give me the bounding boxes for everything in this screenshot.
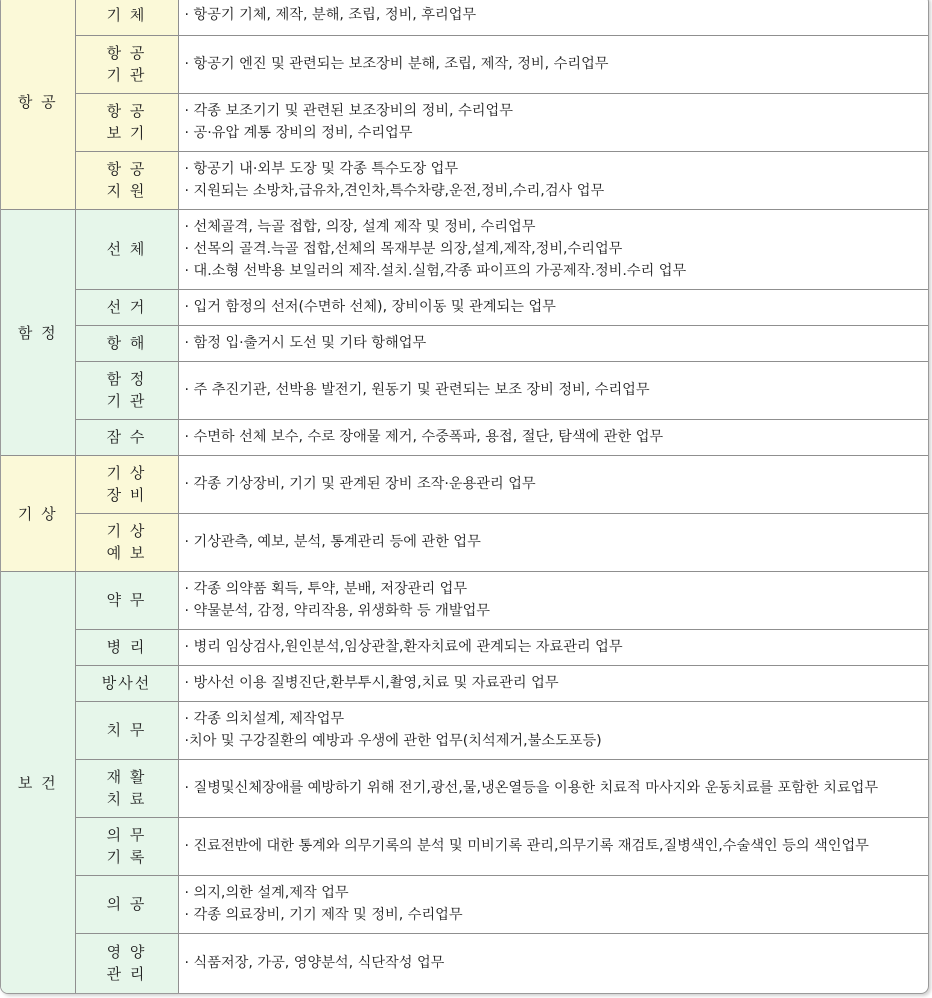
description-cell: · 각종 의치설계, 제작업무 ·치아 및 구강질환의 예방과 우생에 관한 업무(치석제거,불소도포등): [178, 701, 928, 759]
description-cell: · 기상관측, 예보, 분석, 통계관리 등에 관한 업무: [178, 513, 928, 571]
group-cell-naval: 함 정: [1, 209, 75, 455]
sub-category-cell: 의 공: [75, 875, 178, 933]
sub-category-cell: 의 무 기 록: [75, 817, 178, 875]
description-cell: · 함정 입·출거시 도선 및 기타 항해업무: [178, 325, 928, 361]
group-cell-aviation: 항 공: [1, 0, 75, 209]
table-row: [1, 0, 928, 35]
sub-category-cell: 항 해: [75, 325, 178, 361]
sub-category-cell: 방사선: [75, 665, 178, 701]
description-cell: · 수면하 선체 보수, 수로 장애물 제거, 수중폭파, 용접, 절단, 탐색에 관한 업무: [178, 419, 928, 455]
table-row: [1, 933, 928, 993]
sub-category-cell: 기 체: [75, 0, 178, 35]
sub-category-cell: 치 무: [75, 701, 178, 759]
table-row: [1, 455, 928, 513]
table-row: [1, 289, 928, 325]
sub-category-cell: 선 거: [75, 289, 178, 325]
sub-category-cell: 잠 수: [75, 419, 178, 455]
table-row: [1, 209, 928, 289]
table-row: [1, 701, 928, 759]
table-row: [1, 151, 928, 209]
sub-category-cell: 항 공 기 관: [75, 35, 178, 93]
table-row: [1, 759, 928, 817]
table-row: [1, 419, 928, 455]
description-cell: · 항공기 엔진 및 관련되는 보조장비 분해, 조립, 제작, 정비, 수리업무: [178, 35, 928, 93]
table-row: [1, 665, 928, 701]
description-cell: · 병리 임상검사,원인분석,임상관찰,환자치료에 관계되는 자료관리 업무: [178, 629, 928, 665]
table-row: [1, 513, 928, 571]
sub-category-cell: 병 리: [75, 629, 178, 665]
duty-table: [1, 0, 928, 994]
table-row: [1, 325, 928, 361]
group-cell-weather: 기 상: [1, 455, 75, 571]
description-cell: · 각종 의약품 획득, 투약, 분배, 저장관리 업무 · 약물분석, 감정, 약리작용, 위생화학 등 개발업무: [178, 571, 928, 629]
description-cell: · 선체골격, 늑골 접합, 의장, 설계 제작 및 정비, 수리업무 · 선목의 골격.늑골 접합,선체의 목재부분 의장,설계,제작,정비,수리업무 · 대.소형 선박용 보일러의 제작.설치.실험,각종 파이프의 가공제작.정비.수리 업무: [178, 209, 928, 289]
description-cell: · 방사선 이용 질병진단,환부투시,촬영,치료 및 자료관리 업무: [178, 665, 928, 701]
description-cell: · 의지,의한 설계,제작 업무 · 각종 의료장비, 기기 제작 및 정비, 수리업무: [178, 875, 928, 933]
description-cell: · 질병및신체장애를 예방하기 위해 전기,광선,물,냉온열등을 이용한 치료적 마사지와 운동치료를 포함한 치료업무: [178, 759, 928, 817]
description-cell: · 항공기 내·외부 도장 및 각종 특수도장 업무 · 지원되는 소방차,급유차,견인차,특수차량,운전,정비,수리,검사 업무: [178, 151, 928, 209]
sub-category-cell: 함 정 기 관: [75, 361, 178, 419]
sub-category-cell: 항 공 보 기: [75, 93, 178, 151]
table-row: [1, 361, 928, 419]
sub-category-cell: 기 상 예 보: [75, 513, 178, 571]
table-row: [1, 817, 928, 875]
sub-category-cell: 약 무: [75, 571, 178, 629]
group-cell-health: 보 건: [1, 571, 75, 993]
table-row: [1, 629, 928, 665]
sub-category-cell: 재 활 치 료: [75, 759, 178, 817]
description-cell: · 주 추진기관, 선박용 발전기, 원동기 및 관련되는 보조 장비 정비, 수리업무: [178, 361, 928, 419]
description-cell: · 식품저장, 가공, 영양분석, 식단작성 업무: [178, 933, 928, 993]
sub-category-cell: 항 공 지 원: [75, 151, 178, 209]
table-row: [1, 35, 928, 93]
description-cell: · 진료전반에 대한 통계와 의무기록의 분석 및 미비기록 관리,의무기록 재검토,질병색인,수술색인 등의 색인업무: [178, 817, 928, 875]
sub-category-cell: 영 양 관 리: [75, 933, 178, 993]
sub-category-cell: 기 상 장 비: [75, 455, 178, 513]
table-row: [1, 571, 928, 629]
table-row: [1, 875, 928, 933]
sub-category-cell: 선 체: [75, 209, 178, 289]
description-cell: · 항공기 기체, 제작, 분해, 조립, 정비, 후리업무: [178, 0, 928, 35]
description-cell: · 입거 함정의 선저(수면하 선체), 장비이동 및 관계되는 업무: [178, 289, 928, 325]
description-cell: · 각종 기상장비, 기기 및 관계된 장비 조작·운용관리 업무: [178, 455, 928, 513]
description-cell: · 각종 보조기기 및 관련된 보조장비의 정비, 수리업무 · 공·유압 계통 장비의 정비, 수리업무: [178, 93, 928, 151]
table-row: [1, 93, 928, 151]
